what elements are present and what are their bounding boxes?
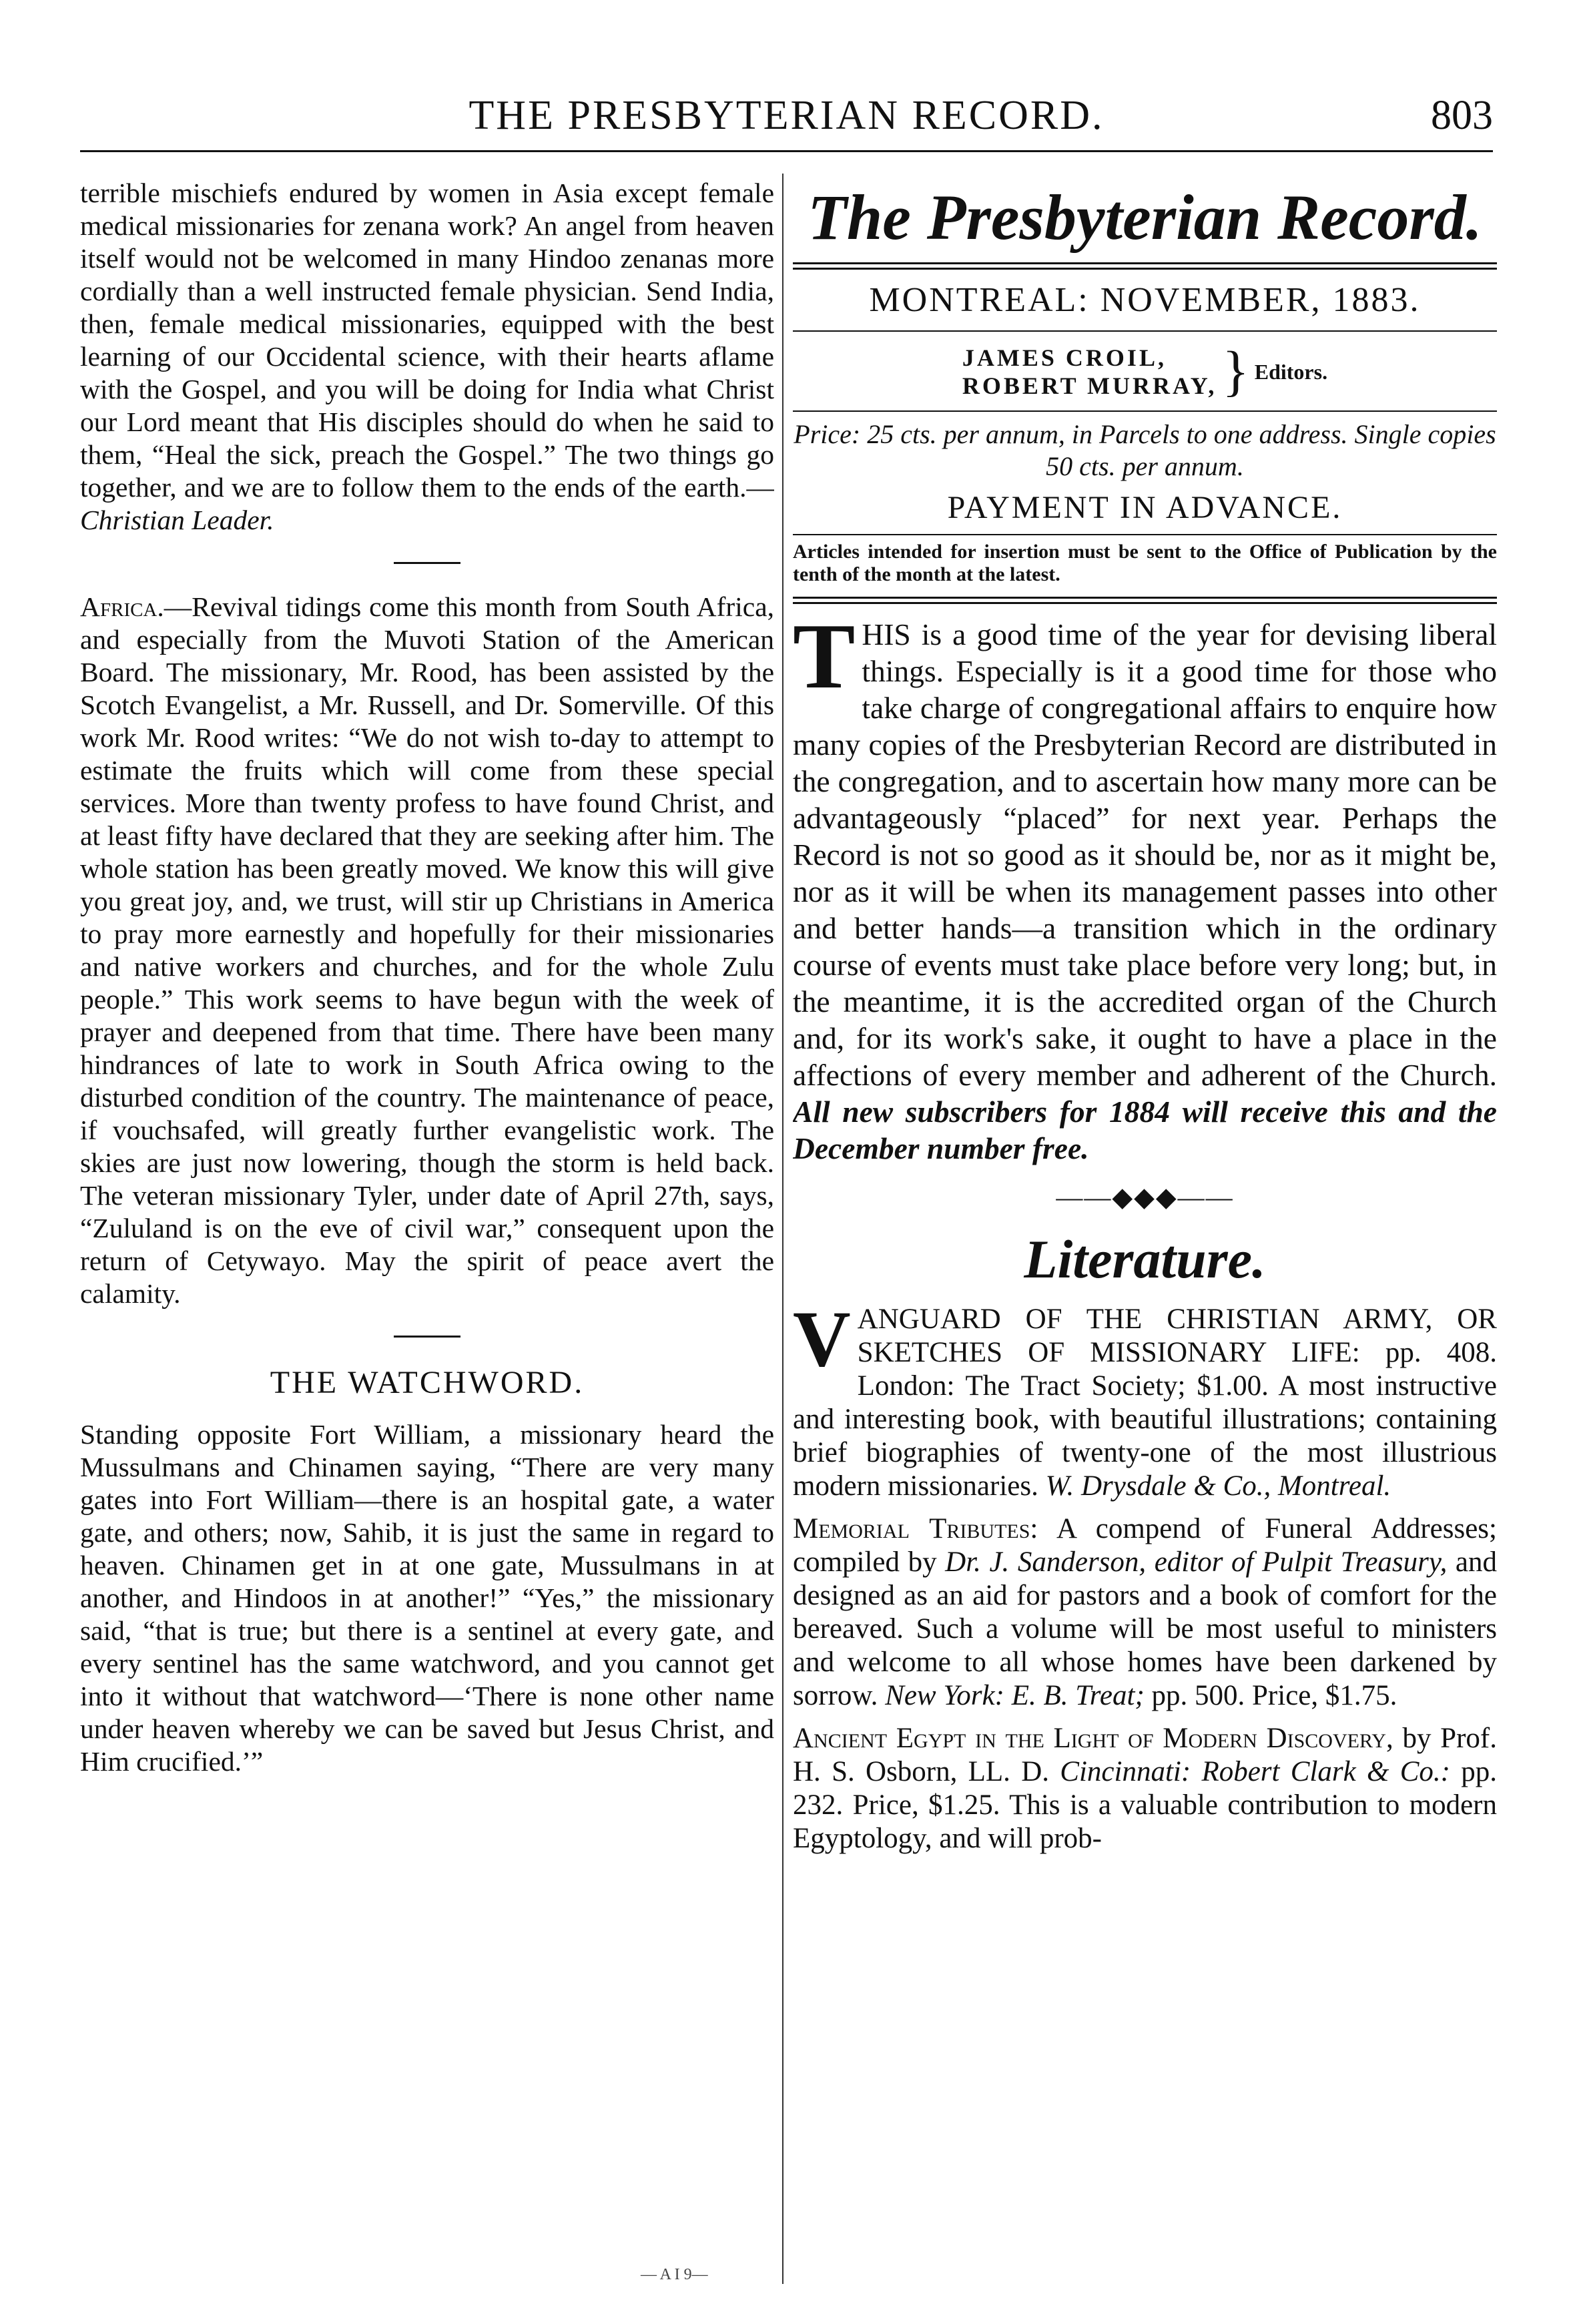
watchword-heading: THE WATCHWORD. <box>270 1365 585 1400</box>
dateline: MONTREAL: NOVEMBER, 1883. <box>869 281 1421 319</box>
egypt-publisher: Cincinnati: Robert Clark & Co.: <box>1060 1756 1450 1787</box>
literature-heading: Literature. <box>1024 1229 1266 1289</box>
editors-block <box>793 340 1497 402</box>
editorial-text: HIS is a good time of the year for devising liberal things. Especially is it a good time for those who take charge of congregational affairs to enquire how many copies of the Presbyterian Record are distributed in the congregation, and to ascertain how many more can be advantageously “placed” for next year. Perhaps the Record is not so good as it should be, nor as it might be, nor as it will be when its management passes into other and better hands—a transition which in the ordinary course of events must take place before very long; but, in the meantime, it is the accredited organ of the Church and, for its work's sake, it ought to have a place in the affections of every member and adherent of the Church. <box>793 617 1497 1092</box>
editorial-paragraph <box>793 605 1497 1167</box>
section-rule <box>394 562 460 564</box>
page-number: 803 <box>1431 93 1493 138</box>
editor-croil: JAMES CROIL, <box>962 344 1167 371</box>
editors-label: Editors. <box>1254 359 1328 384</box>
signature-mark: — A I 9— <box>641 2266 708 2283</box>
dateline-rule <box>793 330 1497 332</box>
editorial-dropcap: T <box>793 605 856 708</box>
column-divider <box>782 174 783 2284</box>
price-notice: Price: 25 cts. per annum, in Parcels to one address. Single copies 50 cts. per annum. <box>794 419 1496 481</box>
editors-rule <box>793 410 1497 412</box>
memorial-editor: Dr. J. Sanderson, editor of Pulpit Treasury, <box>945 1546 1448 1578</box>
book-vanguard <box>793 1294 1497 1503</box>
articles-notice: Articles intended for insertion must be sent to the Office of Publication by the tenth of the month at the latest. <box>793 541 1497 585</box>
subscriber-offer: All new subscribers for 1884 will receive this and the December number free. <box>793 1095 1497 1165</box>
memorial-title: Memorial Tributes: <box>793 1513 1038 1544</box>
brace-glyph: } <box>1222 340 1249 402</box>
vanguard-dropcap: V <box>793 1294 851 1383</box>
vanguard-title: ANGUARD OF THE CHRISTIAN ARMY, OR SKETCHES OF MISSIONARY LIFE: <box>857 1303 1497 1368</box>
header-rule <box>80 150 1493 152</box>
book-memorial-tributes <box>793 1512 1497 1713</box>
running-title: THE PRESBYTERIAN RECORD. <box>468 93 1105 138</box>
editor-names <box>962 344 1217 400</box>
egypt-text-2: pp. 232. Price, $1.25. This is a valuable contribution to modern Egyptology, and will prob- <box>793 1756 1497 1854</box>
memorial-text: A compend of Funeral Addresses; compiled by <box>793 1513 1497 1578</box>
egypt-text: by Prof. H. S. Osborn, LL. D. <box>793 1723 1497 1787</box>
masthead-rule <box>793 262 1497 270</box>
section-rule <box>394 1336 460 1338</box>
zenana-text: terrible mischiefs endured by women in Asia except female medical missionaries for zenana work? An angel from heaven itself would not be welcomed in many Hindoo zenanas more cordially than a well instructed female physician. Send India, then, female medical missionaries, equipped with the best learning of our Occidental science, with their hearts aflame with the Gospel, and you will be doing for India what Christ our Lord meant that His disciples should do when he said to them, “Heal the sick, preach the Gospel.” The two things go together, and we are to follow them to the ends of the earth.— <box>80 178 774 503</box>
ornament-divider: ——◆◆◆—— <box>1056 1182 1234 1212</box>
christian-leader-source: Christian Leader. <box>80 505 274 535</box>
africa-text: —Revival tidings come this month from South Africa, and especially from the Muvoti Station of the American Board. The missionary, Mr. Rood, has been assisted by the Scotch Evangelist, a Mr. Russell, and Dr. Somerville. Of this work Mr. Rood writes: “We do not wish to-day to attempt to estimate the fruits which will come from these special services. More than twenty profess to have found Christ, and at least fifty have declared that they are seeking after him. The whole station has been greatly moved. We know this will give you great joy, and, we trust, will stir up Christians in America to pray more earnestly and hopefully for their missionaries and native workers and churches, and for the whole Zulu people.” This work seems to have begun with the week of prayer and deepened from that time. There have been many hindrances of late to work in South Africa owing to the disturbed condition of the country. The maintenance of peace, if vouchsafed, will greatly further evangelistic work. The skies are just now lowering, though the storm is held back. The veteran missionary Tyler, under date of April 27th, says, “Zululand is on the eve of civil war,” consequent upon the return of Cetywayo. May the spirit of peace avert the calamity. <box>80 591 774 1309</box>
notice-rule <box>793 597 1497 604</box>
payment-rule <box>793 534 1497 535</box>
watchword-paragraph: Standing opposite Fort William, a missionary heard the Mussulmans and Chinamen saying, “There are very many gates into Fort William—there is an hospital gate, a water gate, and others; now, Sahib, it is just the same in regard to heaven. Chinamen get in at one gate, Mussulmans in at another, and Hindoos in at another!” “Yes,” the missionary said, “that is true; but there is a sentinel at every gate, and every sentinel has the same watchword, and you cannot get into it without that watchword—‘There is none other name under heaven whereby we can be saved but Jesus Christ, and Him crucified.’” <box>80 1419 774 1777</box>
left-column <box>80 177 774 2284</box>
book-ancient-egypt <box>793 1722 1497 1855</box>
zenana-paragraph <box>80 177 774 537</box>
africa-label: Africa. <box>80 591 164 622</box>
memorial-text-2: and designed as an aid for pastors and a book of comfort for the bereaved. Such a volume will be most useful to ministers and welcome to all whose homes have been darkened by sorrow. <box>793 1546 1497 1711</box>
masthead: The Presbyterian Record. <box>808 182 1482 253</box>
vanguard-publisher: W. Drysdale & Co., Montreal. <box>1045 1470 1391 1502</box>
memorial-publisher: New York: E. B. Treat; <box>885 1680 1145 1711</box>
editor-murray: ROBERT MURRAY, <box>962 372 1217 399</box>
right-column <box>793 177 1497 2284</box>
memorial-price: pp. 500. Price, $1.75. <box>1144 1680 1397 1711</box>
africa-paragraph <box>80 591 774 1310</box>
vanguard-text: pp. 408. London: The Tract Society; $1.00. A most instructive and interesting book, with beautiful illustrations; containing brief biographies of twenty-one of the most illustrious modern missionaries. <box>793 1337 1497 1502</box>
egypt-title: Ancient Egypt in the Light of Modern Discovery, <box>793 1723 1393 1754</box>
running-header <box>80 79 1493 152</box>
payment-notice: PAYMENT IN ADVANCE. <box>947 490 1343 525</box>
